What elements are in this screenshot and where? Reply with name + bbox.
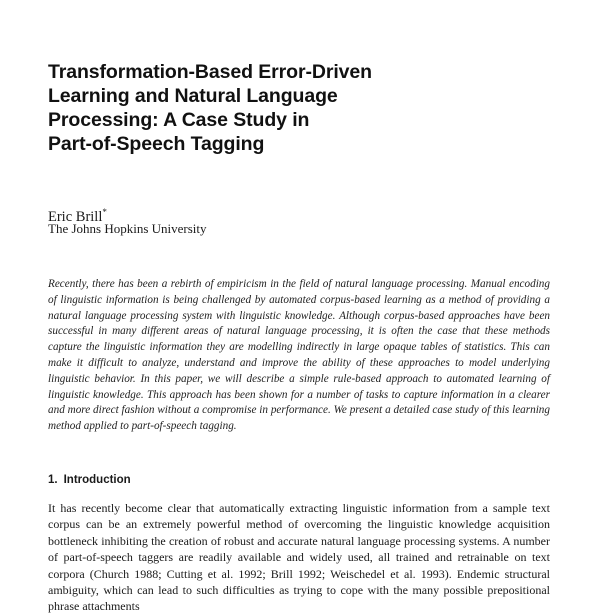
author-name-text: Eric Brill	[48, 208, 103, 225]
title-line: Learning and Natural Language	[48, 85, 338, 107]
title-line: Part-of-Speech Tagging	[48, 133, 265, 155]
abstract: Recently, there has been a rebirth of empiricism in the field of natural language processing. Manual encoding of linguistic information is being challenged by automated corpus-based learning as a method of providing a natural language processing system with linguistic knowledge. Although corpus-based approaches have been successful in many different areas of natural language processing, it is often the case that these methods capture the linguistic information they are modelling indirectly in large opaque tables of statistics. This can make it difficult to analyze, understand and improve the ability of these approaches to model underlying linguistic behavior. In this paper, we will describe a simple rule-based approach to automated learning of linguistic knowledge. This approach has been shown for a number of tasks to capture information in a clearer and more direct fashion without a compromise in performance. We present a detailed case study of this learning method applied to part-of-speech tagging.	[48, 278, 550, 433]
title-line: Transformation-Based Error-Driven	[48, 61, 372, 83]
title-line: Processing: A Case Study in	[48, 109, 310, 131]
section-number: 1.	[48, 474, 58, 486]
introduction-paragraph: It has recently become clear that automatically extracting linguistic information from a sample text corpus can be an extremely powerful method of overcoming the linguistic knowledge acquisition bottleneck inhibiting the creation of robust and accurate natural language processing systems. A number of part-of-speech taggers are readily available and widely used, all trained and retrainable on text corpora (Church 1988; Cutting et al. 1992; Brill 1992; Weischedel et al. 1993). Endemic structural ambiguity, which can lead to such difficulties as trying to cope with the many possible prepositional phrase attachments	[48, 501, 550, 614]
author-footnote-mark: *	[102, 207, 107, 217]
author-affiliation: The Johns Hopkins University	[48, 221, 207, 236]
section-title: Introduction	[63, 474, 131, 486]
section-heading	[48, 473, 131, 487]
paper-title	[48, 60, 468, 156]
